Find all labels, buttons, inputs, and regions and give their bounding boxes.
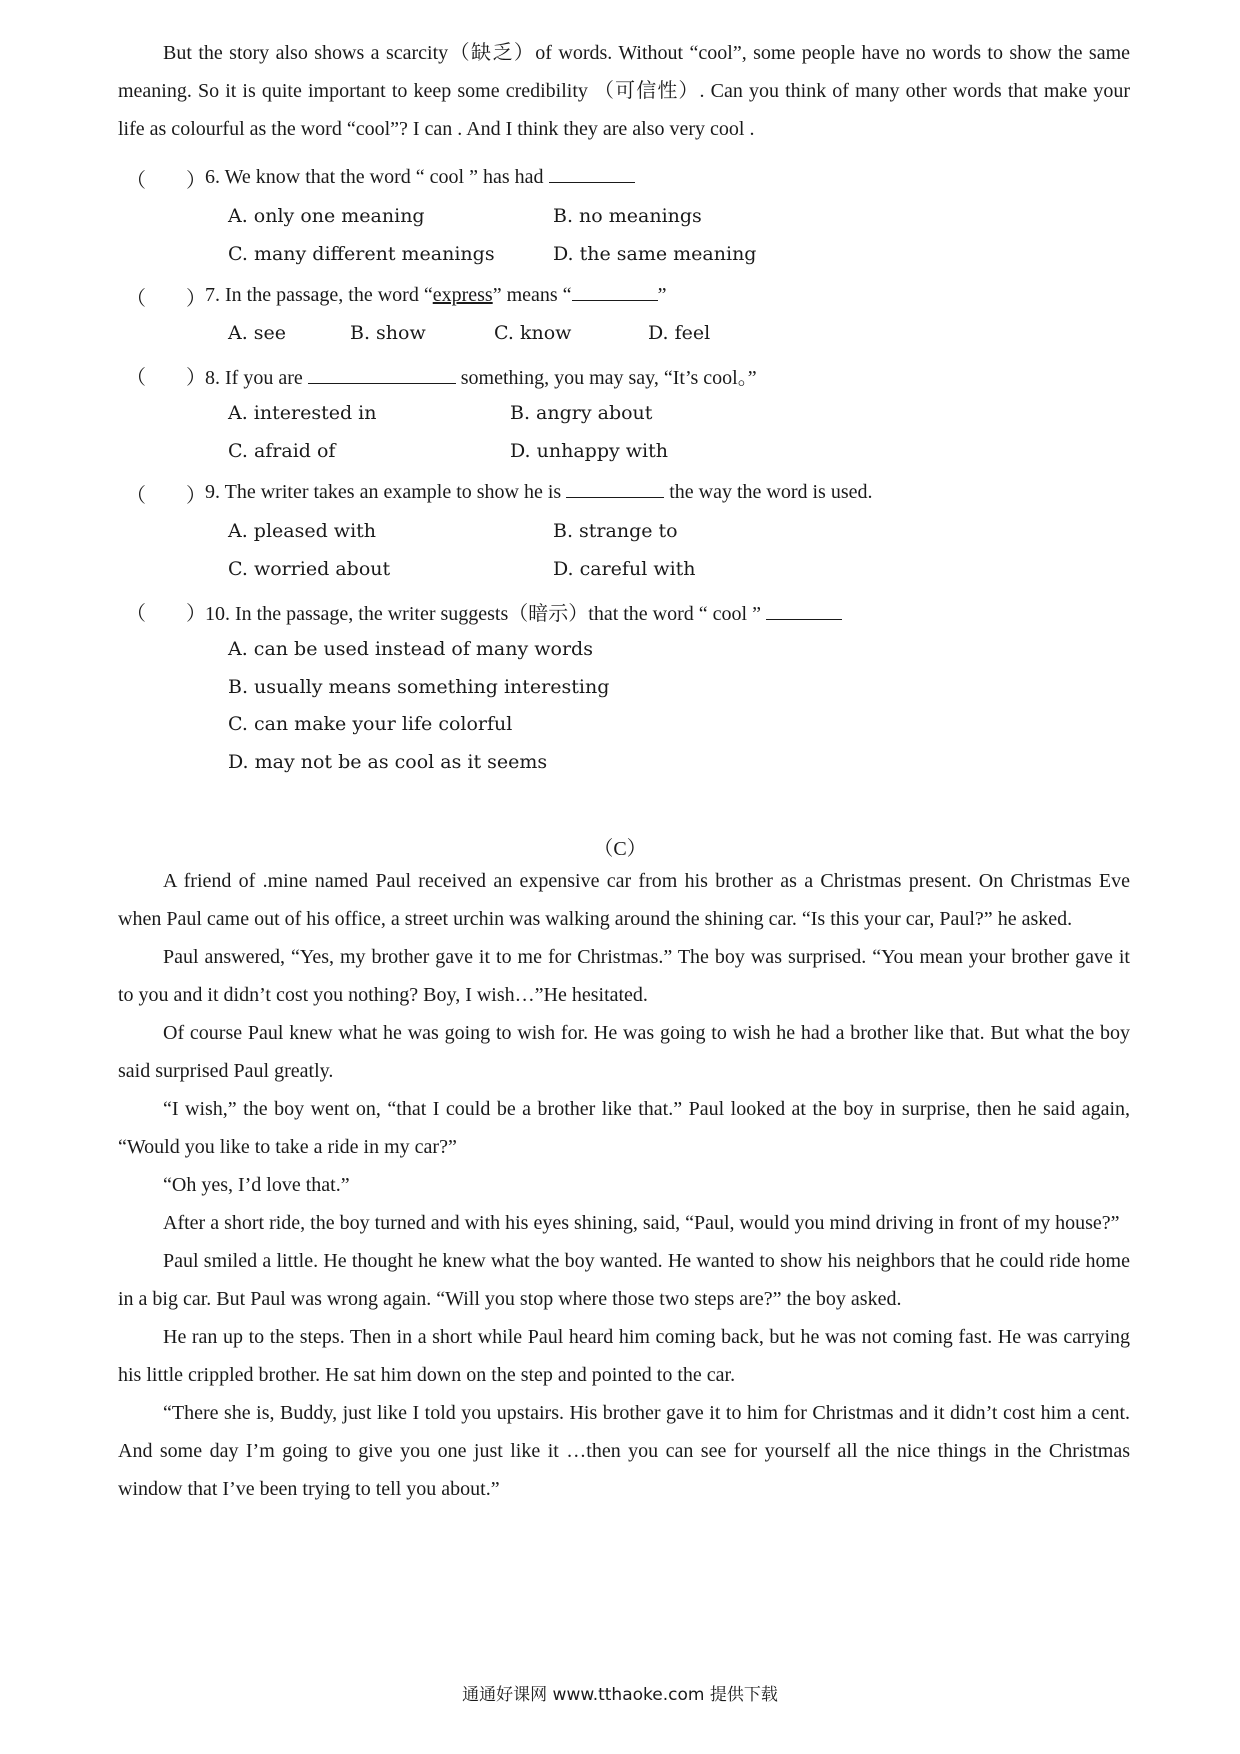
- question-number: 7.: [205, 284, 220, 306]
- option-7c[interactable]: C. know: [494, 322, 572, 344]
- bracket-close: ）: [186, 288, 206, 310]
- section-c-title: （C）: [593, 838, 647, 860]
- answer-blank[interactable]: [566, 479, 664, 498]
- passage-paragraph: “I wish,” the boy went on, “that I could be a brother like that.” Paul looked at the boy in surprise, then he said again, “Would you like to take a ride in my car?”: [118, 1098, 1130, 1158]
- answer-blank[interactable]: [308, 365, 456, 384]
- answer-bracket-q6[interactable]: [126, 164, 206, 193]
- option-7d[interactable]: D. feel: [648, 322, 711, 344]
- bracket-open: （: [126, 485, 146, 507]
- option-6b[interactable]: B. no meanings: [553, 205, 702, 227]
- passage-paragraph: Paul smiled a little. He thought he knew what the boy wanted. He wanted to show his neighbors that he could ride home in a big car. But Paul was wrong again. “Will you stop where those two steps are?” the boy asked.: [118, 1250, 1130, 1310]
- question-6: [205, 164, 635, 189]
- intro-paragraph: [118, 34, 1130, 148]
- option-10b[interactable]: B. usually means something interesting: [228, 676, 610, 698]
- passage-paragraph: “Oh yes, I’d love that.”: [163, 1174, 350, 1196]
- option-8a[interactable]: A. interested in: [228, 402, 377, 424]
- passage-paragraph: Of course Paul knew what he was going to wish for. He was going to wish he had a brother like that. But what the boy said surprised Paul greatly.: [118, 1022, 1130, 1082]
- option-8d[interactable]: D. unhappy with: [510, 440, 668, 462]
- bracket-close: ）: [186, 485, 206, 507]
- underlined-word: express: [432, 284, 493, 306]
- answer-blank[interactable]: [549, 164, 635, 183]
- question-number: 10.: [205, 603, 230, 625]
- question-7: [205, 282, 666, 307]
- question-stem-end: something, you may say, “It’s cool。”: [460, 367, 757, 389]
- option-8b[interactable]: B. angry about: [510, 402, 653, 424]
- question-number: 8.: [205, 367, 220, 389]
- option-10d[interactable]: D. may not be as cool as it seems: [228, 751, 548, 773]
- answer-bracket-q9[interactable]: [126, 479, 206, 508]
- answer-bracket-q8[interactable]: [126, 361, 206, 390]
- bracket-close: ）: [186, 603, 206, 625]
- question-9: [205, 479, 873, 504]
- question-stem-end: ”: [657, 284, 667, 306]
- option-10c[interactable]: C. can make your life colorful: [228, 713, 513, 735]
- question-stem-mid: ” means “: [492, 284, 572, 306]
- bracket-open: （: [126, 288, 146, 310]
- intro-text: But the story also shows a scarcity（缺乏）of words. Without “cool”, some people have no words to show the same meaning. So it is quite important to keep some credibility （可信性）. Can you think of many other words that make your life as colourful as the word “cool”? I can . And I think they are also very cool .: [118, 42, 1130, 140]
- option-9b[interactable]: B. strange to: [553, 520, 678, 542]
- passage-paragraph: He ran up to the steps. Then in a short while Paul heard him coming back, but he was not coming fast. He was carrying his little crippled brother. He sat him down on the step and pointed to the car.: [118, 1326, 1130, 1386]
- passage-paragraph: A friend of .mine named Paul received an expensive car from his brother as a Christmas present. On Christmas Eve when Paul came out of his office, a street urchin was walking around the shining car. “Is this your car, Paul?” he asked.: [118, 870, 1130, 930]
- answer-blank[interactable]: [572, 282, 658, 301]
- passage-paragraph: Paul answered, “Yes, my brother gave it to me for Christmas.” The boy was surprised. “You mean your brother gave it to you and it didn’t cost you nothing? Boy, I wish…”He hesitated.: [118, 946, 1130, 1006]
- section-c-passage: [118, 862, 1130, 1508]
- question-10: [205, 597, 842, 626]
- option-6d[interactable]: D. the same meaning: [553, 243, 757, 265]
- option-6a[interactable]: A. only one meaning: [228, 205, 425, 227]
- answer-bracket-q7[interactable]: [126, 282, 206, 311]
- option-9c[interactable]: C. worried about: [228, 558, 391, 580]
- option-7a[interactable]: A. see: [228, 322, 287, 344]
- question-number: 6.: [205, 166, 220, 188]
- answer-bracket-q10[interactable]: [126, 597, 206, 626]
- bracket-open: （: [126, 603, 146, 625]
- option-10a[interactable]: A. can be used instead of many words: [228, 638, 593, 660]
- question-stem: If you are: [225, 367, 303, 389]
- question-8: [205, 361, 757, 390]
- passage-paragraph: “There she is, Buddy, just like I told you upstairs. His brother gave it to him for Christmas and it didn’t cost him a cent. And some day I’m going to give you one just like it …then you can see for yourself all the nice things in the Christmas window that I’ve been trying to tell you about.”: [118, 1402, 1130, 1500]
- passage-paragraph: After a short ride, the boy turned and with his eyes shining, said, “Paul, would you mind driving in front of my house?”: [163, 1212, 1120, 1234]
- question-stem: We know that the word “ cool ” has had: [224, 166, 544, 188]
- question-stem: The writer takes an example to show he is: [224, 481, 562, 503]
- question-stem-end: the way the word is used.: [669, 481, 873, 503]
- option-9a[interactable]: A. pleased with: [228, 520, 377, 542]
- option-9d[interactable]: D. careful with: [553, 558, 696, 580]
- bracket-open: （: [126, 170, 146, 192]
- question-number: 9.: [205, 481, 220, 503]
- option-8c[interactable]: C. afraid of: [228, 440, 336, 462]
- bracket-close: ）: [186, 170, 206, 192]
- answer-blank[interactable]: [766, 601, 842, 620]
- bracket-close: ）: [186, 367, 206, 389]
- page-footer: 通通好课网 www.tthaoke.com 提供下载: [462, 1685, 778, 1705]
- option-6c[interactable]: C. many different meanings: [228, 243, 495, 265]
- option-7b[interactable]: B. show: [350, 322, 426, 344]
- question-stem: In the passage, the word “: [225, 284, 433, 306]
- question-stem: In the passage, the writer suggests（暗示）that the word “ cool ”: [235, 603, 761, 625]
- bracket-open: （: [126, 367, 146, 389]
